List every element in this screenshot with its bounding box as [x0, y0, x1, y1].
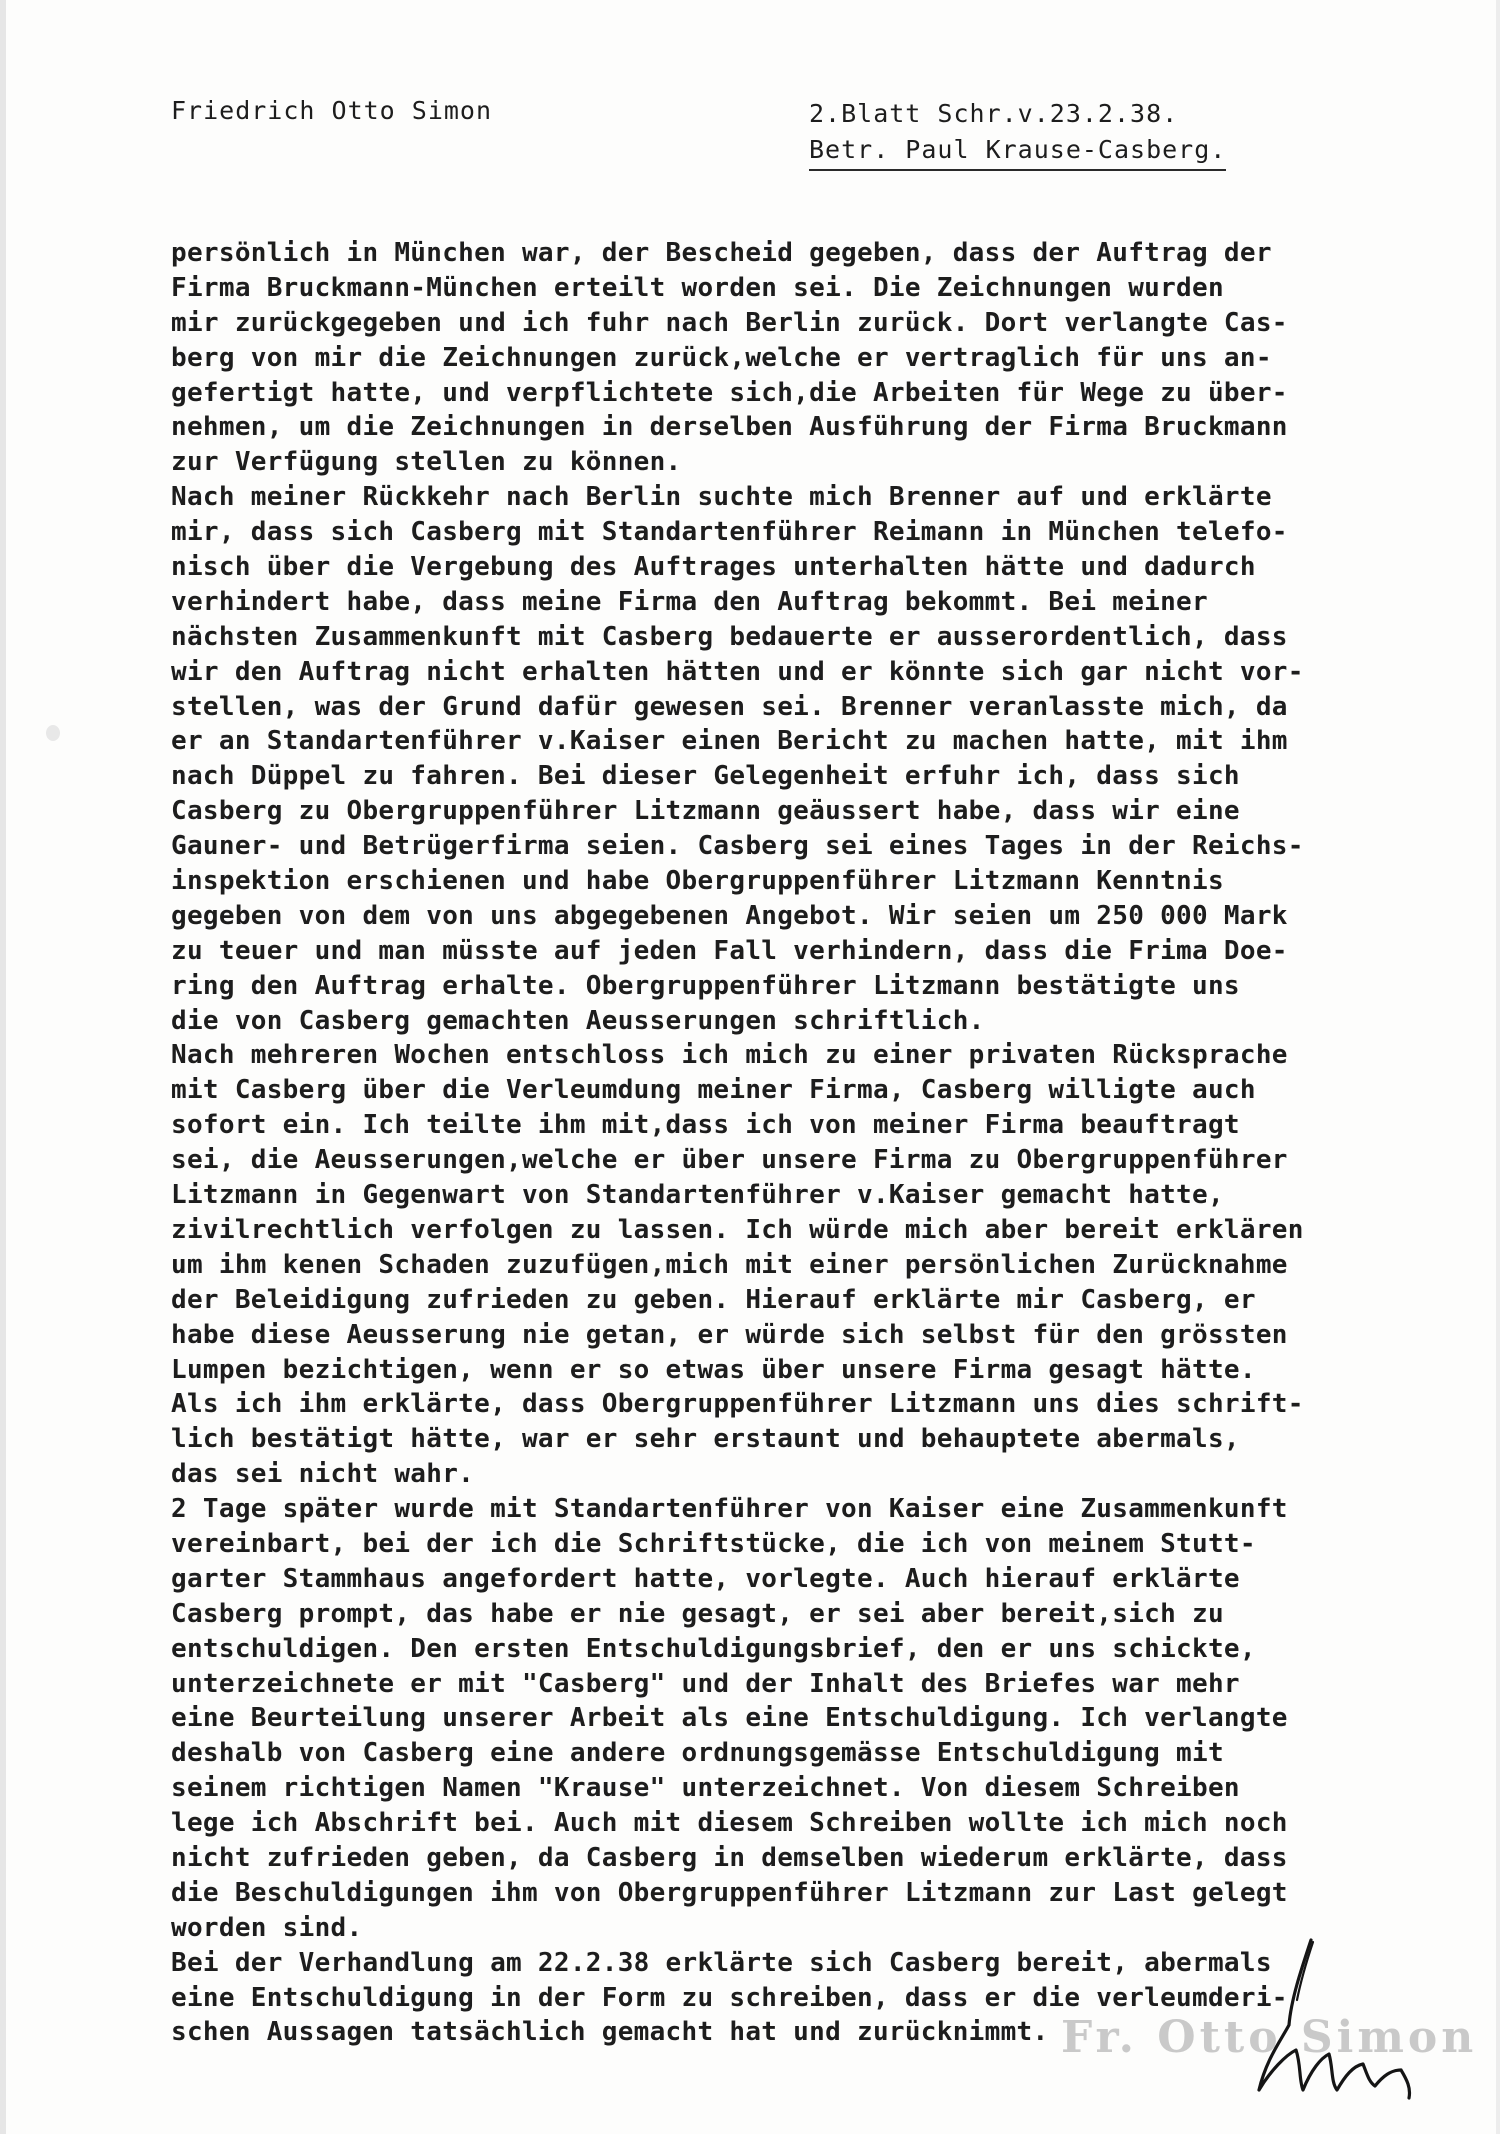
body-line: nächsten Zusammenkunft mit Casberg bedauerte er ausserordentlich, dass: [171, 621, 1288, 652]
body-line: worden sind.: [171, 1912, 363, 1943]
author-name: Friedrich Otto Simon: [171, 96, 493, 125]
body-line: Gauner- und Betrügerfirma seien. Casberg sei eines Tages in der Reichs-: [171, 831, 1304, 862]
body-line: vereinbart, bei der ich die Schriftstücke, die ich von meinem Stutt-: [171, 1528, 1256, 1559]
body-line: Casberg prompt, das habe er nie gesagt, er sei aber bereit,sich zu: [171, 1598, 1224, 1629]
body-line: die von Casberg gemachten Aeusserungen schriftlich.: [171, 1005, 985, 1036]
body-line: stellen, was der Grund dafür gewesen sei. Brenner veranlasste mich, da: [171, 691, 1288, 722]
body-line: der Beleidigung zufrieden zu geben. Hierauf erklärte mir Casberg, er: [171, 1284, 1256, 1315]
letter-body: [171, 236, 1491, 2050]
body-line: Lumpen bezichtigen, wenn er so etwas über unsere Firma gesagt hätte.: [171, 1354, 1256, 1385]
body-line: um ihm kenen Schaden zuzufügen,mich mit einer persönlichen Zurücknahme: [171, 1249, 1288, 1280]
body-line: gefertigt hatte, und verpflichtete sich,die Arbeiten für Wege zu über-: [171, 377, 1288, 408]
body-line: seinem richtigen Namen "Krause" unterzeichnet. Von diesem Schreiben: [171, 1773, 1240, 1804]
body-line: nehmen, um die Zeichnungen in derselben Ausführung der Firma Bruckmann: [171, 412, 1288, 443]
body-line: er an Standartenführer v.Kaiser einen Bericht zu machen hatte, mit ihm: [171, 726, 1288, 757]
body-line: Litzmann in Gegenwart von Standartenführer v.Kaiser gemacht hatte,: [171, 1180, 1224, 1211]
body-line: entschuldigen. Den ersten Entschuldigungsbrief, den er uns schickte,: [171, 1633, 1256, 1664]
body-line: sofort ein. Ich teilte ihm mit,dass ich von meiner Firma beauftragt: [171, 1110, 1240, 1141]
body-line: Nach meiner Rückkehr nach Berlin suchte mich Brenner auf und erklärte: [171, 482, 1272, 513]
body-line: unterzeichnete er mit "Casberg" und der Inhalt des Briefes war mehr: [171, 1668, 1240, 1699]
body-line: eine Entschuldigung in der Form zu schreiben, dass er die verleumderi-: [171, 1982, 1288, 2013]
body-line: Bei der Verhandlung am 22.2.38 erklärte sich Casberg bereit, abermals: [171, 1947, 1272, 1978]
body-line: garter Stammhaus angefordert hatte, vorlegte. Auch hierauf erklärte: [171, 1563, 1240, 1594]
body-line: die Beschuldigungen ihm von Obergruppenführer Litzmann zur Last gelegt: [171, 1877, 1288, 1908]
body-line: habe diese Aeusserung nie getan, er würde sich selbst für den grössten: [171, 1319, 1288, 1350]
body-line: Casberg zu Obergruppenführer Litzmann geäussert habe, dass wir eine: [171, 796, 1240, 827]
body-line: lege ich Abschrift bei. Auch mit diesem Schreiben wollte ich mich noch: [171, 1808, 1288, 1839]
body-line: Nach mehreren Wochen entschloss ich mich zu einer privaten Rücksprache: [171, 1040, 1288, 1071]
body-line: mit Casberg über die Verleumdung meiner Firma, Casberg willigte auch: [171, 1075, 1256, 1106]
body-line: gegeben von dem von uns abgegebenen Angebot. Wir seien um 250 000 Mark: [171, 900, 1288, 931]
body-line: 2 Tage später wurde mit Standartenführer von Kaiser eine Zusammenkunft: [171, 1494, 1288, 1525]
body-line: das sei nicht wahr.: [171, 1459, 475, 1490]
body-line: nach Düppel zu fahren. Bei dieser Gelegenheit erfuhr ich, dass sich: [171, 761, 1240, 792]
body-line: zur Verfügung stellen zu können.: [171, 447, 682, 478]
body-line: nicht zufrieden geben, da Casberg in demselben wiederum erklärte, dass: [171, 1842, 1288, 1873]
body-line: Firma Bruckmann-München erteilt worden sei. Die Zeichnungen wurden: [171, 272, 1224, 303]
body-line: Als ich ihm erklärte, dass Obergruppenführer Litzmann uns dies schrift-: [171, 1389, 1304, 1420]
paper-blemish: [46, 725, 60, 741]
body-line: lich bestätigt hätte, war er sehr erstaunt und behauptete abermals,: [171, 1424, 1240, 1455]
letter-reference-block: [809, 96, 1226, 171]
body-line: wir den Auftrag nicht erhalten hätten und er könnte sich gar nicht vor-: [171, 656, 1304, 687]
body-line: nisch über die Vergebung des Auftrages unterhalten hätte und dadurch: [171, 552, 1256, 583]
body-line: persönlich in München war, der Bescheid gegeben, dass der Auftrag der: [171, 238, 1272, 268]
body-line: zu teuer und man müsste auf jeden Fall verhindern, dass die Frima Doe-: [171, 935, 1288, 966]
body-line: mir zurückgegeben und ich fuhr nach Berlin zurück. Dort verlangte Cas-: [171, 307, 1288, 338]
sheet-reference: 2.Blatt Schr.v.23.2.38.: [809, 99, 1179, 128]
body-line: deshalb von Casberg eine andere ordnungsgemässe Entschuldigung mit: [171, 1738, 1224, 1769]
body-line: ring den Auftrag erhalte. Obergruppenführer Litzmann bestätigte uns: [171, 970, 1240, 1001]
body-line: schen Aussagen tatsächlich gemacht hat und zurücknimmt.: [171, 2017, 1049, 2048]
body-line: eine Beurteilung unserer Arbeit als eine Entschuldigung. Ich verlangte: [171, 1703, 1288, 1734]
body-line: inspektion erschienen und habe Obergruppenführer Litzmann Kenntnis: [171, 866, 1224, 897]
name-stamp: Fr. Otto Simon: [1061, 2012, 1478, 2063]
body-line: berg von mir die Zeichnungen zurück,welche er vertraglich für uns an-: [171, 342, 1272, 373]
body-line: sei, die Aeusserungen,welche er über unsere Firma zu Obergruppenführer: [171, 1145, 1288, 1176]
subject-line: Betr. Paul Krause-Casberg.: [809, 132, 1226, 171]
body-line: zivilrechtlich verfolgen zu lassen. Ich würde mich aber bereit erklären: [171, 1214, 1304, 1245]
body-line: mir, dass sich Casberg mit Standartenführer Reimann in München telefo-: [171, 517, 1288, 548]
body-line: verhindert habe, dass meine Firma den Auftrag bekommt. Bei meiner: [171, 586, 1208, 617]
handwritten-signature: [1241, 1930, 1491, 2130]
